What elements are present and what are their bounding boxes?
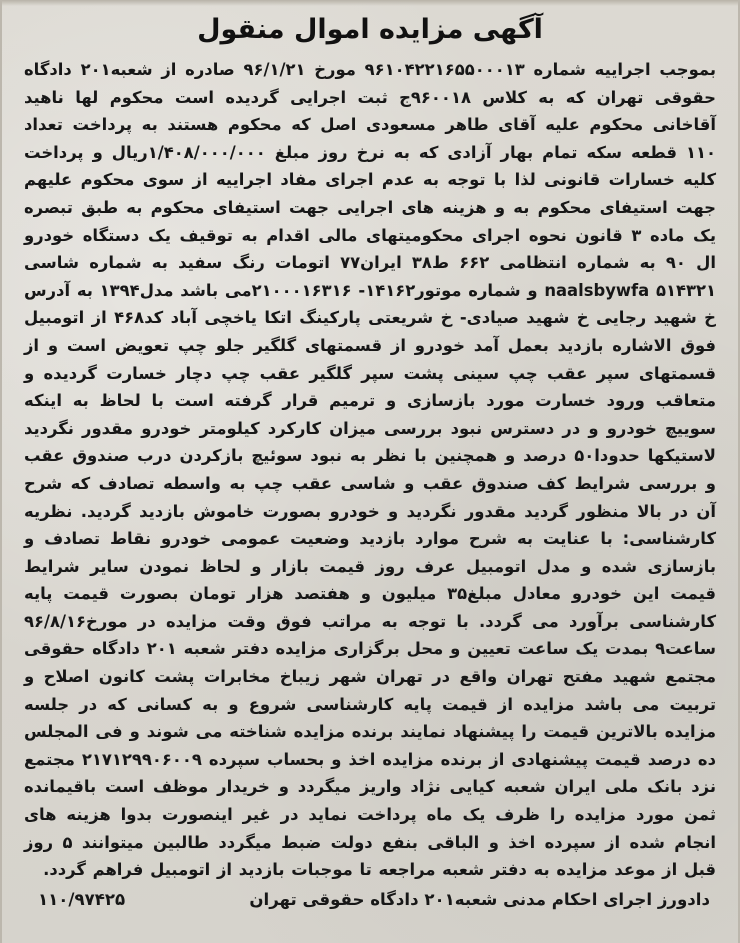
paper-edge-shadow [2,0,738,6]
notice-body [24,56,716,884]
notice-footer [24,886,716,914]
issuer-signature: دادورز اجرای احکام مدنی شعبه۲۰۱ دادگاه حقوقی تهران [249,889,710,909]
reference-number: ۱۱۰/۹۷۴۲۵ [38,889,126,909]
notice-title: آگهی مزایده اموال منقول [197,14,543,45]
notice-paragraph: بموجب اجراییه شماره ۹۶۱۰۴۲۲۱۶۵۵۰۰۰۱۳ مورخ ۹۶/۱/۲۱ صادره از شعبه۲۰۱ دادگاه حقوقی تهران که به کلاس ۹۶۰۰۱۸ج ثبت اجرایی گردیده است محکوم لها ناهید آقاخانی محکوم علیه آقای طاهر مسعودی اصل که محکوم هستند به پرداخت تعداد ۱۱۰ قطعه سکه تمام بهار آزادی که به نرخ روز مبلغ ۱/۴۰۸/۰۰۰/۰۰۰ریال و پرداخت کلیه خسارات قانونی لذا با توجه به عدم اجرای مفاد اجراییه از سوی محکوم علیهم جهت استیفای محکوم به و هزینه های اجرایی جهت استیفای محکوم به طبق تبصره یک ماده ۳ قانون نحوه اجرای محکومیتهای مالی اقدام به توقیف یک دستگاه خودرو ال ۹۰ به شماره انتظامی ۶۶۲ ط۳۸ ایران۷۷ اتومات رنگ سفید به شماره شاسی naalsbywfa ۵۱۴۳۲۱ و شماره موتور۱۴۱۶۲- ۲۱۰۰۰۱۶۳۱۶می باشد مدل۱۳۹۴ به آدرس خ شهید رجایی خ شهید صیادی- خ شریعتی پارکینگ اتکا یاخچی آباد کد۴۶۸ از اتومبیل فوق الاشاره بازدید بعمل آمد خودرو از قسمتهای گلگیر جلو چپ تعویض است و از قسمتهای سپر عقب چپ سینی پشت سپر گلگیر عقب چپ دچار خسارت گردیده و متعاقب ورود خسارت مورد بازسازی و ترمیم قرار گرفته است با لحاظ به اینکه سوییچ خودرو و در دسترس نبود بررسی میزان کارکرد کیلومتر خودرو مقدور نگردید لاستیکها حدودا۵۰ درصد و همچنین با نظر به نبود سوئیچ بازکردن درب صندوق عقب و بررسی شرایط کف صندوق عقب و شاسی عقب چپ به واسطه تصادف که شرح آن در بالا منظور گردید مقدور نگردید و خودرو بصورت خاموش بازدید گردید. نظریه کارشناسی: با عنایت به شرح موارد بازدید وضعیت عمومی خودرو نقاط تصادف و بازسازی شده و مدل اتومبیل عرف روز قیمت بازار و لحاظ نمودن سایر شرایط قیمت این خودرو معادل مبلغ۳۵ میلیون و هفتصد هزار تومان بصورت قیمت پایه کارشناسی برآورد می گردد. با توجه به مراتب فوق وقت مزایده در مورخ۹۶/۸/۱۶ ساعت۹ بمدت یک ساعت تعیین و محل برگزاری مزایده دفتر شعبه ۲۰۱ دادگاه حقوقی مجتمع شهید مفتح تهران واقع در تهران شهر زیباخ مخابرات پشت کانون اصلاح و تربیت می باشد مزایده از قیمت پایه کارشناسی شروع و به کسانی که در جلسه مزایده بالاترین قیمت را پیشنهاد نمایند برنده مزایده شناخته می شوند و فی المجلس ده درصد قیمت پیشنهادی از برنده مزایده اخذ و بحساب سپرده ۲۱۷۱۲۹۹۰۶۰۰۹ مجتمع نزد بانک ملی ایران شعبه کیایی نژاد واریز میگردد و خریدار موظف است باقیمانده ثمن مورد مزایده را ظرف یک ماه پرداخت نماید در غیر اینصورت بدوا هزینه های انجام شده از سپرده اخذ و الباقی بنفع دولت ضبط میگردد طالبین میتوانند ۵ روز قبل از موعد مزایده به دفتر شعبه مراجعه تا موجبات بازدید از اتومبیل فراهم گردد. [24,60,717,880]
